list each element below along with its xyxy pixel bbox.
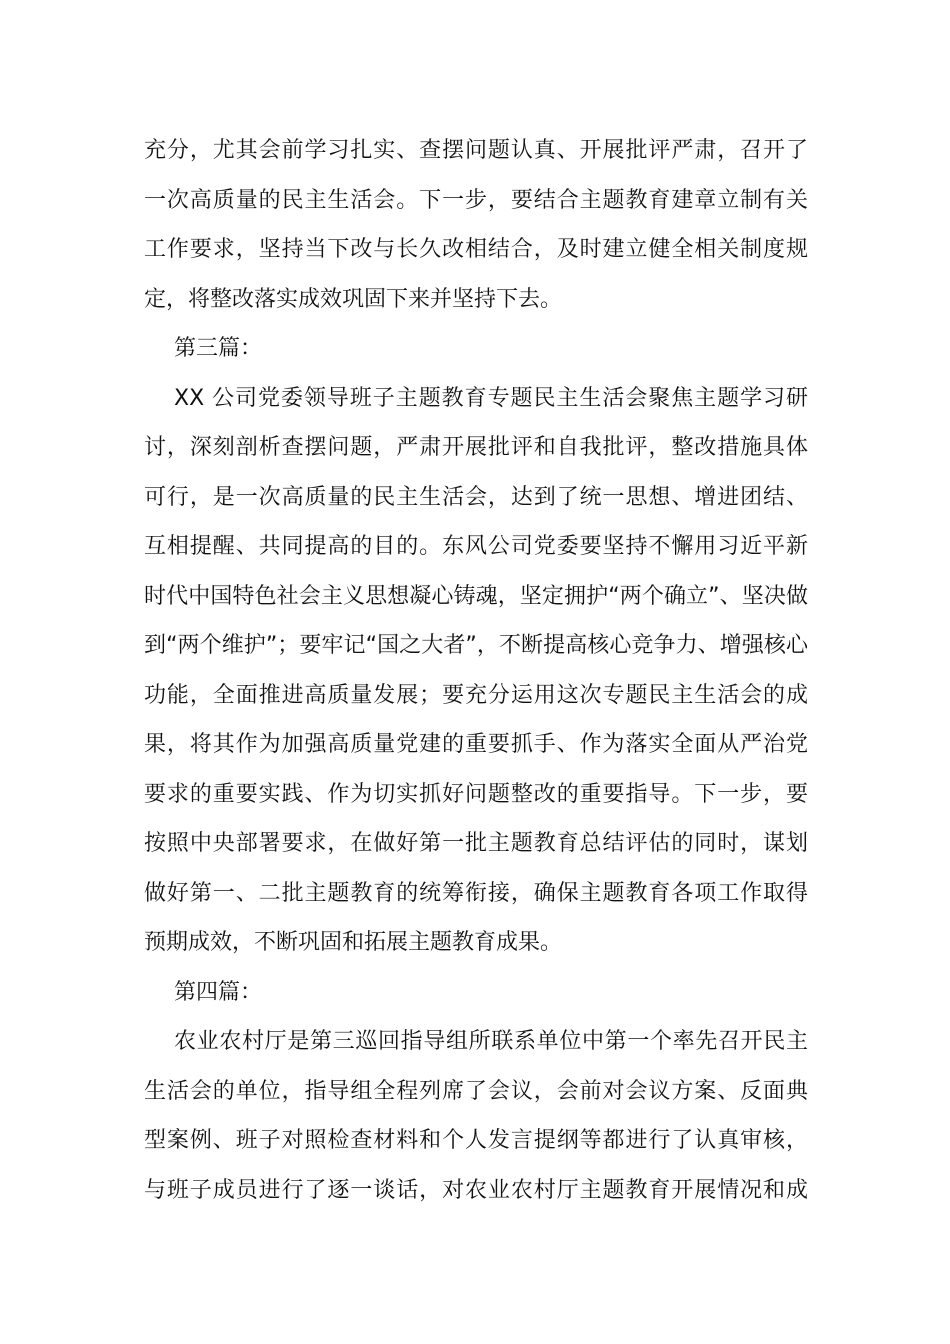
body-line: 功能，全面推进高质量发展；要充分运用这次专题民主生活会的成 (144, 682, 808, 708)
body-line: 果，将其作为加强高质量党建的重要抓手、作为落实全面从严治党 (144, 732, 808, 757)
body-line: 讨，深刻剖析查摆问题，严肃开展批评和自我批评，整改措施具体 (144, 435, 808, 460)
body-line: 充分，尤其会前学习扎实、查摆问题认真、开展批评严肃，召开了 (144, 138, 808, 163)
body-line: XX 公司党委领导班子主题教育专题民主生活会聚焦主题学习研 (174, 385, 808, 411)
document-body (144, 126, 808, 1215)
body-line: 型案例、班子对照检查材料和个人发言提纲等都进行了认真审核， (144, 1128, 808, 1153)
body-line: 农业农村厅是第三巡回指导组所联系单位中第一个率先召开民主 (174, 1029, 808, 1054)
body-line: 做好第一、二批主题教育的统筹衔接，确保主题教育各项工作取得 (144, 880, 808, 906)
body-line: 定，将整改落实成效巩固下来并坚持下去。 (144, 286, 563, 312)
section-heading: 第三篇： (174, 336, 263, 361)
body-line: 与班子成员进行了逐一谈话，对农业农村厅主题教育开展情况和成 (144, 1177, 808, 1203)
body-line: 到“两个维护”；要牢记“国之大者”，不断提高核心竞争力、增强核心 (144, 633, 808, 658)
body-line: 互相提醒、共同提高的目的。东风公司党委要坚持不懈用习近平新 (144, 534, 808, 559)
body-line: 一次高质量的民主生活会。下一步，要结合主题教育建章立制有关 (144, 187, 808, 213)
body-line: 时代中国特色社会主义思想凝心铸魂，坚定拥护“两个确立”、坚决做 (144, 583, 808, 609)
body-line: 要求的重要实践、作为切实抓好问题整改的重要指导。下一步，要 (144, 781, 808, 807)
body-line: 工作要求，坚持当下改与长久改相结合，及时建立健全相关制度规 (144, 237, 808, 262)
body-line: 生活会的单位，指导组全程列席了会议，会前对会议方案、反面典 (144, 1078, 808, 1104)
section-heading: 第四篇： (174, 979, 263, 1005)
body-line: 可行，是一次高质量的民主生活会，达到了统一思想、增进团结、 (144, 484, 808, 510)
body-line: 按照中央部署要求，在做好第一批主题教育总结评估的同时，谋划 (144, 831, 808, 856)
body-line: 预期成效，不断巩固和拓展主题教育成果。 (144, 930, 563, 955)
